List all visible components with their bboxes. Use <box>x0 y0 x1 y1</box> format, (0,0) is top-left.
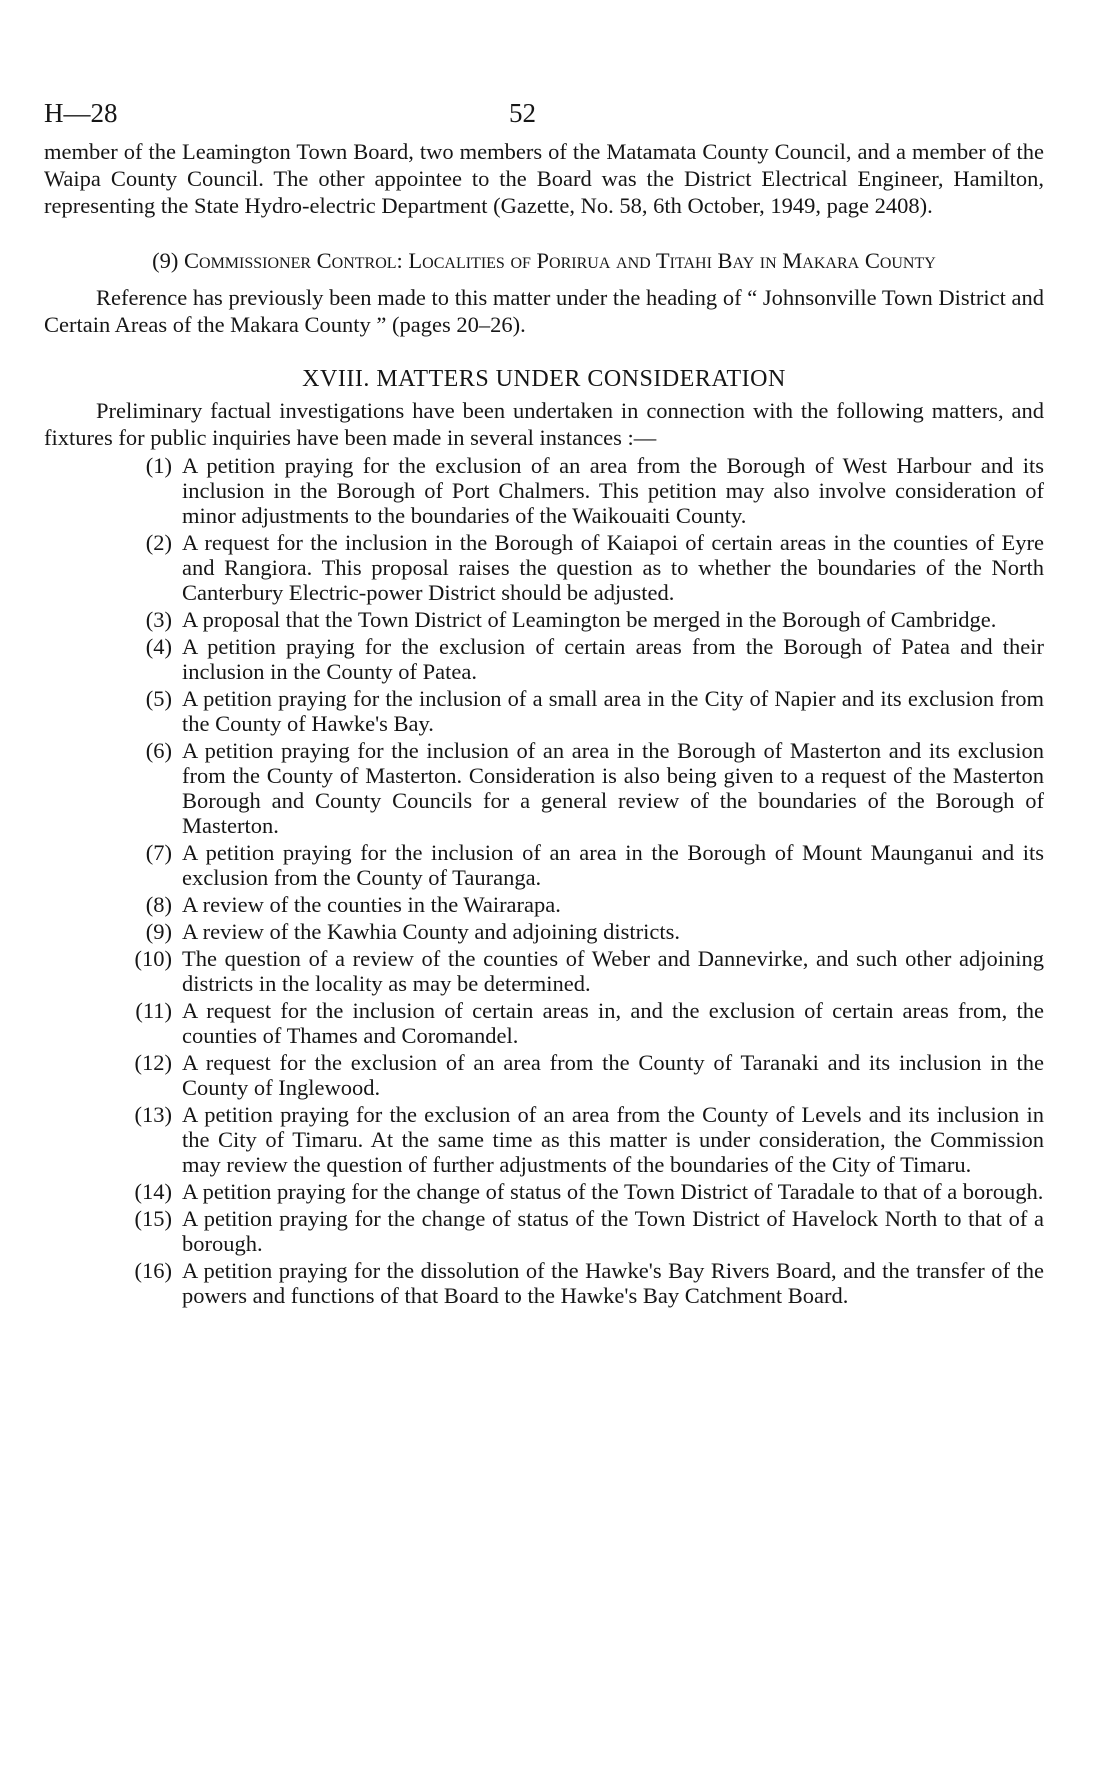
intro-paragraph: member of the Leamington Town Board, two members of the Matamata County Council, and a member of the Waipa County Council. The other appointee to the Board was the District Electrical Engineer, Hamilton, representing the State Hydro-electric Department (Gazette, No. 58, 6th October, 1949, page 2408). <box>44 139 1044 218</box>
item-text: A proposal that the Town District of Leamington be merged in the Borough of Cambridge. <box>182 607 997 632</box>
list-item <box>44 946 1044 996</box>
list-item <box>44 998 1044 1048</box>
list-item <box>44 840 1044 890</box>
list-item <box>44 634 1044 684</box>
item-text: A petition praying for the inclusion of an area in the Borough of Masterton and its exclusion from the County of Masterton. Consideration is also being given to a request of the Masterton Borough and County Councils for a general review of the boundaries of the Borough of Masterton. <box>182 738 1044 838</box>
item-number: (4) <box>145 634 172 659</box>
item-number: (9) <box>145 919 172 944</box>
item-text: A petition praying for the inclusion of a small area in the City of Napier and its exclusion from the County of Hawke's Bay. <box>182 686 1044 736</box>
item-text: The question of a review of the counties of Weber and Dannevirke, and such other adjoining districts in the locality as may be determined. <box>182 946 1044 996</box>
matters-list <box>44 453 1044 1308</box>
item-number: (13) <box>134 1102 172 1127</box>
item-number: (14) <box>134 1179 172 1204</box>
item-number: (5) <box>145 686 172 711</box>
list-item <box>44 738 1044 838</box>
item-number: (8) <box>145 892 172 917</box>
list-item <box>44 1179 1044 1204</box>
list-item <box>44 892 1044 917</box>
item-number: (1) <box>145 453 172 478</box>
item-text: A petition praying for the exclusion of an area from the County of Levels and its inclusion in the City of Timaru. At the same time as this matter is under consideration, the Commission may review the question of further adjustments of the boundaries of the City of Timaru. <box>182 1102 1044 1177</box>
item-text: A review of the Kawhia County and adjoining districts. <box>182 919 681 944</box>
list-item <box>44 1102 1044 1177</box>
page-number: 52 <box>509 98 536 128</box>
item-number: (2) <box>145 530 172 555</box>
item-number: (16) <box>134 1258 172 1283</box>
list-item <box>44 530 1044 605</box>
item-number: (6) <box>145 738 172 763</box>
item-text: A petition praying for the dissolution of the Hawke's Bay Rivers Board, and the transfer of the powers and functions of that Board to the Hawke's Bay Catchment Board. <box>182 1258 1044 1308</box>
item-text: A petition praying for the change of status of the Town District of Taradale to that of a borough. <box>182 1179 1044 1204</box>
item-text: A petition praying for the exclusion of certain areas from the Borough of Patea and their inclusion in the County of Patea. <box>182 634 1044 684</box>
item-text: A request for the exclusion of an area from the County of Taranaki and its inclusion in the County of Inglewood. <box>182 1050 1044 1100</box>
document-page <box>44 98 1044 1310</box>
list-item <box>44 453 1044 528</box>
item-text: A request for the inclusion in the Borough of Kaiapoi of certain areas in the counties of Eyre and Rangiora. This proposal raises the question as to whether the boundaries of the North Canterbury Electric-power District should be adjusted. <box>182 530 1044 605</box>
list-item <box>44 1206 1044 1256</box>
item-text: A review of the counties in the Wairarapa. <box>182 892 561 917</box>
page-header <box>44 98 1044 138</box>
item-text: A request for the inclusion of certain areas in, and the exclusion of certain areas from, the counties of Thames and Coromandel. <box>182 998 1044 1048</box>
list-item <box>44 686 1044 736</box>
section-18-intro: Preliminary factual investigations have been undertaken in connection with the following matters, and fixtures for public inquiries have been made in several instances :— <box>44 398 1044 450</box>
document-code: H—28 <box>44 98 118 128</box>
list-item <box>44 1258 1044 1308</box>
item-text: A petition praying for the change of status of the Town District of Havelock North to that of a borough. <box>182 1206 1044 1256</box>
item-text: A petition praying for the exclusion of an area from the Borough of West Harbour and its inclusion in the Borough of Port Chalmers. This petition may also involve consideration of minor adjustments to the boundaries of the Waikouaiti County. <box>182 453 1044 528</box>
item-text: A petition praying for the inclusion of an area in the Borough of Mount Maunganui and its exclusion from the County of Tauranga. <box>182 840 1044 890</box>
item-number: (10) <box>134 946 172 971</box>
item-number: (15) <box>134 1206 172 1231</box>
item-number: (11) <box>135 998 172 1023</box>
list-item <box>44 919 1044 944</box>
section-9-text: Reference has previously been made to this matter under the heading of “ Johnsonville Town District and Certain Areas of the Makara County ” (pages 20–26). <box>44 285 1044 337</box>
item-number: (12) <box>134 1050 172 1075</box>
list-item <box>44 607 1044 632</box>
section-9-heading: (9) Commissioner Control: Localities of Porirua and Titahi Bay in Makara County <box>152 248 936 273</box>
list-item <box>44 1050 1044 1100</box>
section-18-title: XVIII. MATTERS UNDER CONSIDERATION <box>302 366 786 392</box>
item-number: (3) <box>145 607 172 632</box>
item-number: (7) <box>145 840 172 865</box>
